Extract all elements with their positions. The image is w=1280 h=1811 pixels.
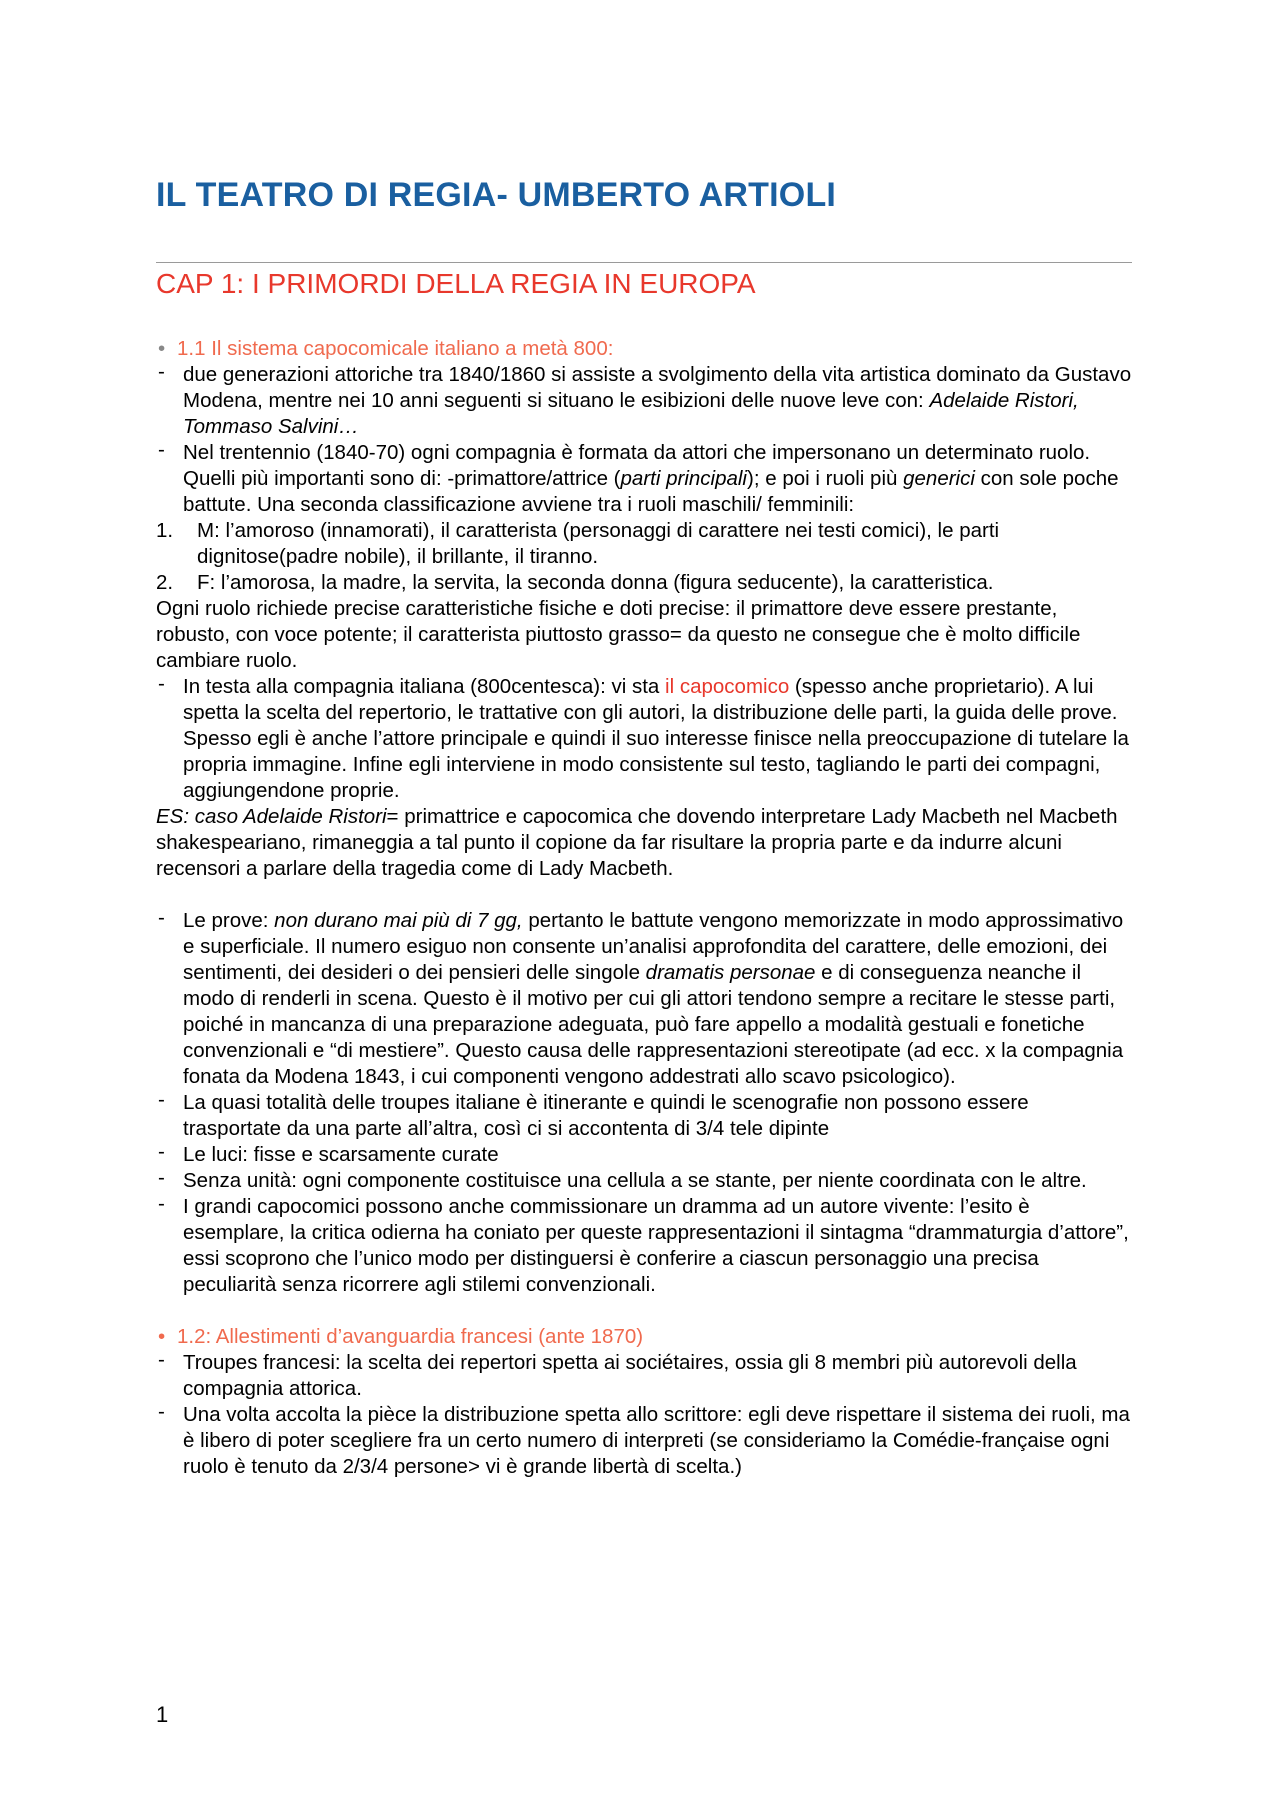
list-item bbox=[156, 1090, 1132, 1142]
paragraph-text: pertanto le battute vengono memorizzate in modo approssimativo e superficiale. Il numero esiguo non consente un’analisi approfondita del carattere, delle emozioni, dei sentimenti, dei desideri o dei pensieri delle singole bbox=[183, 909, 1124, 984]
paragraph-text: F: l’amorosa, la madre, la servita, la seconda donna (figura seducente), la caratteristica. bbox=[197, 571, 994, 594]
document-body bbox=[156, 336, 1132, 1480]
paragraph: Ogni ruolo richiede precise caratteristiche fisiche e doti precise: il primattore deve essere prestante, robusto, con voce potente; il caratterista piuttosto grasso= da questo ne consegue che è molto difficile cambiare ruolo. bbox=[156, 597, 1081, 672]
paragraph-text: e di conseguenza neanche il modo di renderli in scena. Questo è il motivo per cui gli attori tendono sempre a recitare le stesse parti, poiché in mancanza di una preparazione adeguata, può fare appello a modalità gestuali e fonetiche convenzionali e “di mestiere”. Questo causa delle rappresentazioni stereotipate (ad ecc. x la compagnia fonata da Modena 1843, i cui componenti vengono addestrati allo scavo psicologico). bbox=[183, 961, 1124, 1088]
section-heading bbox=[156, 1324, 1132, 1350]
paragraph-text: La quasi totalità delle troupes italiane è itinerante e quindi le scenografie non possono essere trasportate da una parte all’altra, così ci si accontenta di 3/4 tele dipinte bbox=[183, 1091, 1029, 1140]
italic-text: dramatis personae bbox=[645, 961, 816, 984]
bullet-marker: • bbox=[158, 1325, 166, 1348]
dash-marker: - bbox=[158, 438, 165, 461]
italic-text: generici bbox=[903, 467, 975, 490]
list-item bbox=[156, 1168, 1132, 1194]
number-marker: 1. bbox=[156, 519, 174, 542]
dash-marker: - bbox=[158, 906, 165, 929]
numbered-item bbox=[156, 518, 1132, 570]
dash-marker: - bbox=[158, 1088, 165, 1111]
dash-marker: - bbox=[158, 1192, 165, 1215]
paragraph-text: due generazioni attoriche tra 1840/1860 si assiste a svolgimento della vita artistica dominato da Gustavo Modena, mentre nei 10 anni seguenti si situano le esibizioni delle nuove leve con: bbox=[183, 363, 1132, 412]
paragraph-text: M: l’amoroso (innamorati), il caratterista (personaggi di carattere nei testi comici), le parti dignitose(padre nobile), il brillante, il tiranno. bbox=[197, 519, 1000, 568]
paragraph-text: Senza unità: ogni componente costituisce una cellula a se stante, per niente coordinata con le altre. bbox=[183, 1169, 1087, 1192]
highlighted-term: il capocomico bbox=[665, 675, 790, 698]
paragraph-text: (spesso anche proprietario). A lui spetta la scelta del repertorio, le trattative con gli autori, la distribuzione delle parti, la guida delle prove. Spesso egli è anche l’attore principale e quindi il suo interesse finisce nella preoccupazione di tutelare la propria immagine. Infine egli interviene in modo consistente sul testo, tagliando le parti dei compagni, aggiungendone proprie. bbox=[183, 675, 1129, 802]
list-item bbox=[156, 908, 1132, 1090]
paragraph-text: Troupes francesi: la scelta dei repertori spetta ai sociétaires, ossia gli 8 membri più autorevoli della compagnia attorica. bbox=[183, 1351, 1077, 1400]
bullet-marker: • bbox=[158, 337, 166, 360]
numbered-item bbox=[156, 570, 1132, 596]
paragraph-text: Le luci: fisse e scarsamente curate bbox=[183, 1143, 499, 1166]
paragraph-text: = primattrice e capocomica che dovendo interpretare Lady Macbeth nel Macbeth shakespeariano, rimaneggia a tal punto il copione da far risultare la propria parte e da indurre alcuni recensori a parlare della tragedia come di Lady Macbeth. bbox=[156, 805, 1118, 880]
spacer bbox=[156, 882, 1132, 908]
italic-text: non durano mai più di 7 gg, bbox=[274, 909, 523, 932]
paragraph-text: In testa alla compagnia italiana (800centesca): vi sta bbox=[183, 675, 666, 698]
divider-rule bbox=[156, 262, 1132, 263]
dash-marker: - bbox=[158, 1400, 165, 1423]
dash-marker: - bbox=[158, 672, 165, 695]
dash-marker: - bbox=[158, 1348, 165, 1371]
list-item bbox=[156, 1194, 1132, 1298]
number-marker: 2. bbox=[156, 571, 174, 594]
page-number: 1 bbox=[156, 1702, 169, 1727]
paragraph-text: Le prove: bbox=[183, 909, 275, 932]
section-heading-text: 1.1 Il sistema capocomicale italiano a metà 800: bbox=[177, 337, 614, 360]
list-item bbox=[156, 674, 1132, 804]
italic-text: parti principali bbox=[620, 467, 747, 490]
dash-marker: - bbox=[158, 1166, 165, 1189]
list-item bbox=[156, 440, 1132, 518]
paragraph-text: I grandi capocomici possono anche commissionare un dramma ad un autore vivente: l’esito è esemplare, la critica odierna ha coniato per queste rappresentazioni il sintagma “drammaturgia d’attore”, essi scoprono che l’unico modo per distinguersi è conferire a ciascun personaggio una precisa peculiarità senza ricorrere agli stilemi convenzionali. bbox=[183, 1195, 1129, 1296]
document-title: IL TEATRO DI REGIA- UMBERTO ARTIOLI bbox=[156, 176, 837, 214]
section-heading bbox=[156, 336, 1132, 362]
paragraph-text: ); e poi i ruoli più bbox=[747, 467, 904, 490]
section-heading-text: 1.2: Allestimenti d’avanguardia francesi (ante 1870) bbox=[177, 1325, 644, 1348]
list-item bbox=[156, 1350, 1132, 1402]
dash-marker: - bbox=[158, 360, 165, 383]
list-item bbox=[156, 1142, 1132, 1168]
paragraph-text: Una volta accolta la pièce la distribuzione spetta allo scrittore: egli deve rispettare il sistema dei ruoli, ma è libero di poter scegliere fra un certo numero di interpreti (se consideriamo la Comédie-française ogni ruolo è tenuto da 2/3/4 persone> vi è grande libertà di scelta.) bbox=[183, 1403, 1130, 1478]
dash-marker: - bbox=[158, 1140, 165, 1163]
italic-text: Adelaide Ristori, Tommaso Salvini… bbox=[183, 389, 1079, 438]
paragraph-text: con sole poche battute. Una seconda classificazione avviene tra i ruoli maschili/ femminili: bbox=[183, 467, 1119, 516]
example-paragraph bbox=[156, 804, 1132, 882]
list-item bbox=[156, 1402, 1132, 1480]
italic-text: ES: caso Adelaide Ristori bbox=[156, 805, 387, 828]
paragraph-text: Nel trentennio (1840-70) ogni compagnia è formata da attori che impersonano un determinato ruolo. Quelli più importanti sono di: -primattore/attrice ( bbox=[183, 441, 1091, 490]
list-item bbox=[156, 362, 1132, 440]
chapter-heading: CAP 1: I PRIMORDI DELLA REGIA IN EUROPA bbox=[156, 268, 756, 299]
